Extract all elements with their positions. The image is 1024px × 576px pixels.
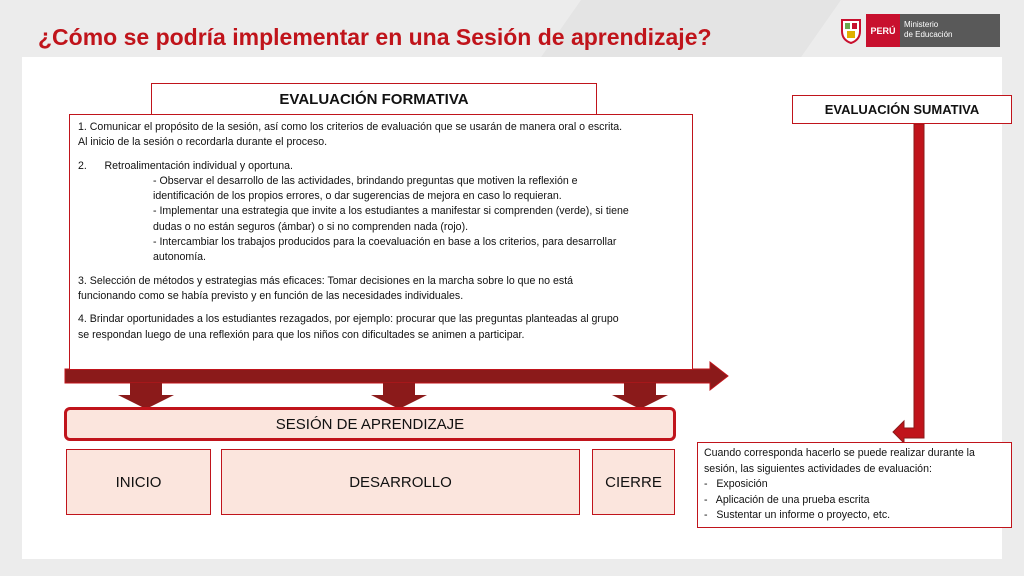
formativa-header: EVALUACIÓN FORMATIVA [151,83,597,115]
phase-desarrollo: DESARROLLO [221,449,580,515]
formativa-line: 1. Comunicar el propósito de la sesión, así como los criterios de evaluación que se usarán de manera oral o escrita. [78,121,623,133]
down-arrow-2 [371,383,427,409]
formativa-line: - Intercambiar los trabajos producidos para la coevaluación en base a los criterios, para desarrollar [153,236,617,249]
ministry-line-1: Ministerio [904,20,939,29]
sumativa-note-item: - Exposición [704,478,768,490]
formativa-line: - Observar el desarrollo de las actividades, brindando preguntas que motiven la reflexión e [153,174,578,187]
phase-cierre: CIERRE [592,449,675,515]
phase-inicio: INICIO [66,449,211,515]
down-arrow-3 [612,383,668,409]
sumativa-note [697,442,1012,528]
sumativa-arrow [893,124,924,443]
peru-label: PERÚ [866,14,900,47]
formativa-line: funcionando como se había previsto y en función de las necesidades individuales. [78,289,464,302]
page-title: ¿Cómo se podría implementar en una Sesión de aprendizaje? [38,24,712,50]
formativa-line: autonomía. [153,251,207,264]
sumativa-note-item: - Aplicación de una prueba escrita [704,493,870,506]
session-box: SESIÓN DE APRENDIZAJE [64,407,676,441]
formativa-line: se respondan luego de una reflexión para que los niños con dificultades se animen a participar. [78,328,525,341]
formativa-line: dudas o no están seguros (ámbar) o si no comprenden nada (rojo). [153,220,469,233]
ministry-line-2: de Educación [904,30,953,39]
formativa-line: Al inicio de la sesión o recordarla durante el proceso. [78,136,328,149]
sumativa-header: EVALUACIÓN SUMATIVA [792,95,1012,124]
formativa-line: 4. Brindar oportunidades a los estudiantes rezagados, por ejemplo: procurar que las preguntas planteadas al grupo [78,313,619,326]
sumativa-note-item: - Sustentar un informe o proyecto, etc. [704,509,891,521]
formativa-content [69,114,693,370]
formativa-line: 2. Retroalimentación individual y oportuna. [78,159,293,172]
sumativa-note-intro: Cuando corresponda hacerlo se puede realizar durante la sesión, las siguientes actividades de evaluación: [704,447,975,475]
formativa-line: 3. Selección de métodos y estrategias más eficaces: Tomar decisiones en la marcha sobre lo que no está [78,274,574,287]
formativa-line: - Implementar una estrategia que invite a los estudiantes a manifestar si comprenden (verde), si tiene [153,205,629,218]
formativa-line: identificación de los propios errores, o dar sugerencias de mejora en caso lo requieran. [153,190,562,203]
down-arrow-1 [118,383,174,409]
